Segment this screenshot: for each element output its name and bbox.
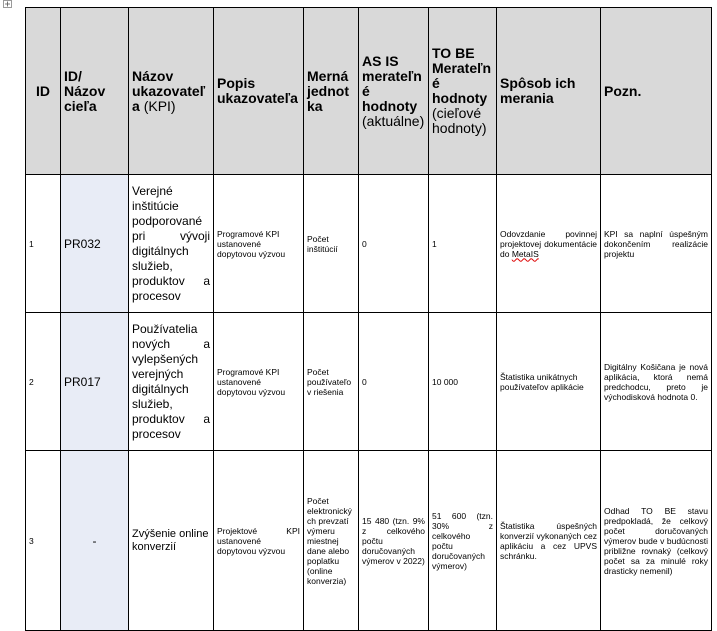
header-unit: Merná jednotka xyxy=(304,8,359,175)
header-goal: ID/ Názov cieľa xyxy=(61,8,129,175)
row-kpi-name: Zvýšenie online konverzií xyxy=(129,451,214,631)
header-note: Pozn. xyxy=(601,8,712,175)
kpi-table xyxy=(25,7,712,631)
row-unit: Počet používateľov riešenia xyxy=(304,313,359,451)
row-id: 3 xyxy=(26,451,61,631)
row-note: Digitálny Košičana je nová aplikácia, ktorá nemá predchodcu, preto je východisková hodnota 0. xyxy=(601,313,712,451)
header-asis: AS IS merateľné hodnoty (aktuálne) xyxy=(359,8,429,175)
header-kpi-name: Názov ukazovateľa (KPI) xyxy=(129,8,214,175)
row-goal: PR032 xyxy=(61,175,129,313)
row-id: 1 xyxy=(26,175,61,313)
table-row xyxy=(26,175,712,313)
row-note: Odhad TO BE stavu predpokladá, že celkový počet doručovaných výmerov bude v budúcnosti približne rovnaký (celkový počet sa za minulé roky drasticky nemenil) xyxy=(601,451,712,631)
row-id: 2 xyxy=(26,313,61,451)
row-kpi-desc: Programové KPI ustanovené dopytovou výzvou xyxy=(214,313,304,451)
row-method: Štatistika unikátnych používateľov aplikácie xyxy=(497,313,601,451)
table-row xyxy=(26,313,712,451)
table-row xyxy=(26,451,712,631)
table-move-handle[interactable] xyxy=(3,0,12,8)
row-goal: PR017 xyxy=(61,313,129,451)
row-unit: Počet inštitúcií xyxy=(304,175,359,313)
row-kpi-desc: Projektové KPI ustanovené dopytovou výzvou xyxy=(214,451,304,631)
row-asis: 0 xyxy=(359,313,429,451)
row-tobe: 10 000 xyxy=(429,313,497,451)
row-kpi-name: Používatelia nových a vylepšených verejných digitálnych služieb, produktov a procesov xyxy=(129,313,214,451)
row-method: Štatistika úspešných konverzií vykonaných cez aplikáciu a cez UPVS schránku. xyxy=(497,451,601,631)
header-row xyxy=(26,8,712,175)
header-kpi-desc: Popis ukazovateľa xyxy=(214,8,304,175)
header-tobe: TO BE Merateľné hodnoty (cieľové hodnoty) xyxy=(429,8,497,175)
row-asis: 15 480 (tzn. 9% z celkového počtu doručovaných výmerov v 2022) xyxy=(359,451,429,631)
row-method: Odovzdanie povinnej projektovej dokumentácie do MetaIS xyxy=(497,175,601,313)
spelling-flag: MetaIS xyxy=(511,248,539,259)
header-method: Spôsob ich merania xyxy=(497,8,601,175)
row-unit: Počet elektronických prevzatí výmeru miestnej dane alebo poplatku (online konverzia) xyxy=(304,451,359,631)
row-tobe: 1 xyxy=(429,175,497,313)
row-asis: 0 xyxy=(359,175,429,313)
row-kpi-desc: Programové KPI ustanovené dopytovou výzvou xyxy=(214,175,304,313)
header-id: ID xyxy=(26,8,61,175)
row-kpi-name: Verejné inštitúcie podporované pri vývoji digitálnych služieb, produktov a procesov xyxy=(129,175,214,313)
move-arrows-icon xyxy=(4,1,11,7)
row-goal: - xyxy=(61,451,129,631)
row-tobe: 51 600 (tzn. 30% z celkového počtu doručovaných výmerov) xyxy=(429,451,497,631)
row-note: KPI sa naplní úspešným dokončením realizácie projektu xyxy=(601,175,712,313)
